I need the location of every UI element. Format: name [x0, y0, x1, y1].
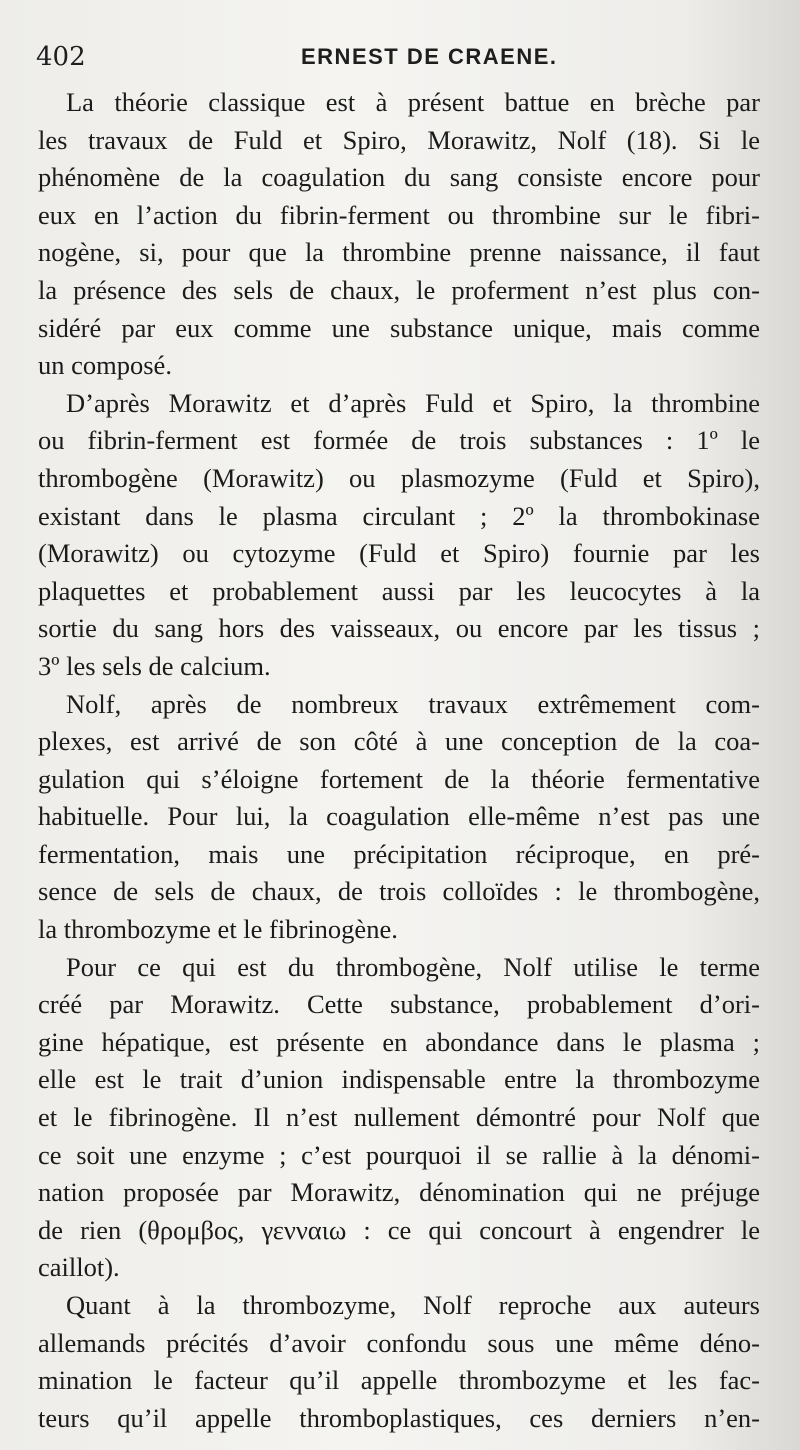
text-line: teurs qu’il appelle thromboplastiques, ces derniers n’en-	[38, 1402, 760, 1433]
text-line: habituelle. Pour lui, la coagulation elle-même n’est pas une	[38, 801, 760, 832]
text-line: un composé.	[38, 350, 172, 381]
text-line: plaquettes et probablement aussi par les leucocytes à la	[38, 575, 760, 606]
text-line: les travaux de Fuld et Spiro, Morawitz, Nolf (18). Si le	[38, 124, 760, 155]
text-line: de rien (θρομβος, γενναιω : ce qui concourt à engendrer le	[38, 1214, 760, 1245]
paragraph-3	[38, 686, 760, 949]
text-line: sidéré par eux comme une substance unique, mais comme	[38, 312, 760, 343]
text-line: nation proposée par Morawitz, dénomination qui ne préjuge	[38, 1177, 760, 1208]
text-line: Pour ce qui est du thrombogène, Nolf utilise le terme	[66, 951, 760, 982]
text-line: Quant à la thrombozyme, Nolf reproche aux auteurs	[66, 1290, 760, 1320]
text-line: allemands précités d’avoir confondu sous une même déno-	[38, 1327, 760, 1358]
paragraph-1	[38, 84, 760, 385]
text-line: thrombogène (Morawitz) ou plasmozyme (Fuld et Spiro),	[38, 462, 760, 493]
text-line: la thrombozyme et le fibrinogène.	[38, 914, 398, 945]
text-line: Nolf, après de nombreux travaux extrêmement com-	[66, 688, 760, 719]
text-line: sence de sels de chaux, de trois colloïdes : le thrombogène,	[38, 876, 760, 907]
text-line: la présence des sels de chaux, le proferment n’est plus con-	[38, 274, 760, 305]
page-number: 402	[36, 42, 86, 72]
text-line: ce soit une enzyme ; c’est pourquoi il se rallie à la dénomi-	[38, 1139, 760, 1170]
text-line: mination le facteur qu’il appelle thrombozyme et les fac-	[38, 1365, 760, 1396]
text-line: existant dans le plasma circulant ; 2º la thrombokinase	[38, 500, 760, 531]
text-line: gine hépatique, est présente en abondance dans le plasma ;	[38, 1026, 760, 1057]
text-line: nogène, si, pour que la thrombine prenne naissance, il faut	[38, 237, 760, 268]
text-line: caillot).	[38, 1252, 120, 1283]
text-line: La théorie classique est à présent battue en brèche par	[66, 87, 760, 117]
page-header	[36, 40, 776, 76]
paragraph-2	[38, 385, 760, 686]
text-line: plexes, est arrivé de son côté à une conception de la coa-	[38, 726, 760, 757]
text-line: fermentation, mais une précipitation réciproque, en pré-	[38, 838, 760, 869]
paragraph-4	[38, 949, 760, 1287]
text-line: gulation qui s’éloigne fortement de la théorie fermentative	[38, 763, 760, 794]
text-line: elle est le trait d’union indispensable entre la thrombozyme	[38, 1064, 760, 1095]
text-line: eux en l’action du fibrin-ferment ou thrombine sur le fibri-	[38, 199, 760, 230]
text-line: sortie du sang hors des vaisseaux, ou encore par les tissus ;	[38, 613, 760, 644]
text-line: créé par Morawitz. Cette substance, probablement d’ori-	[38, 989, 760, 1020]
body-text	[38, 84, 760, 1437]
text-line: et le fibrinogène. Il n’est nullement démontré pour Nolf que	[38, 1102, 760, 1133]
text-line: (Morawitz) ou cytozyme (Fuld et Spiro) fournie par les	[38, 538, 760, 569]
text-line: D’après Morawitz et d’après Fuld et Spiro, la thrombine	[66, 387, 760, 418]
text-line: phénomène de la coagulation du sang consiste encore pour	[38, 162, 760, 193]
running-head: ERNEST DE CRAENE.	[301, 44, 558, 69]
text-line: ou fibrin-ferment est formée de trois substances : 1º le	[38, 425, 760, 456]
text-line: 3º les sels de calcium.	[38, 650, 271, 681]
paragraph-5	[38, 1287, 760, 1437]
